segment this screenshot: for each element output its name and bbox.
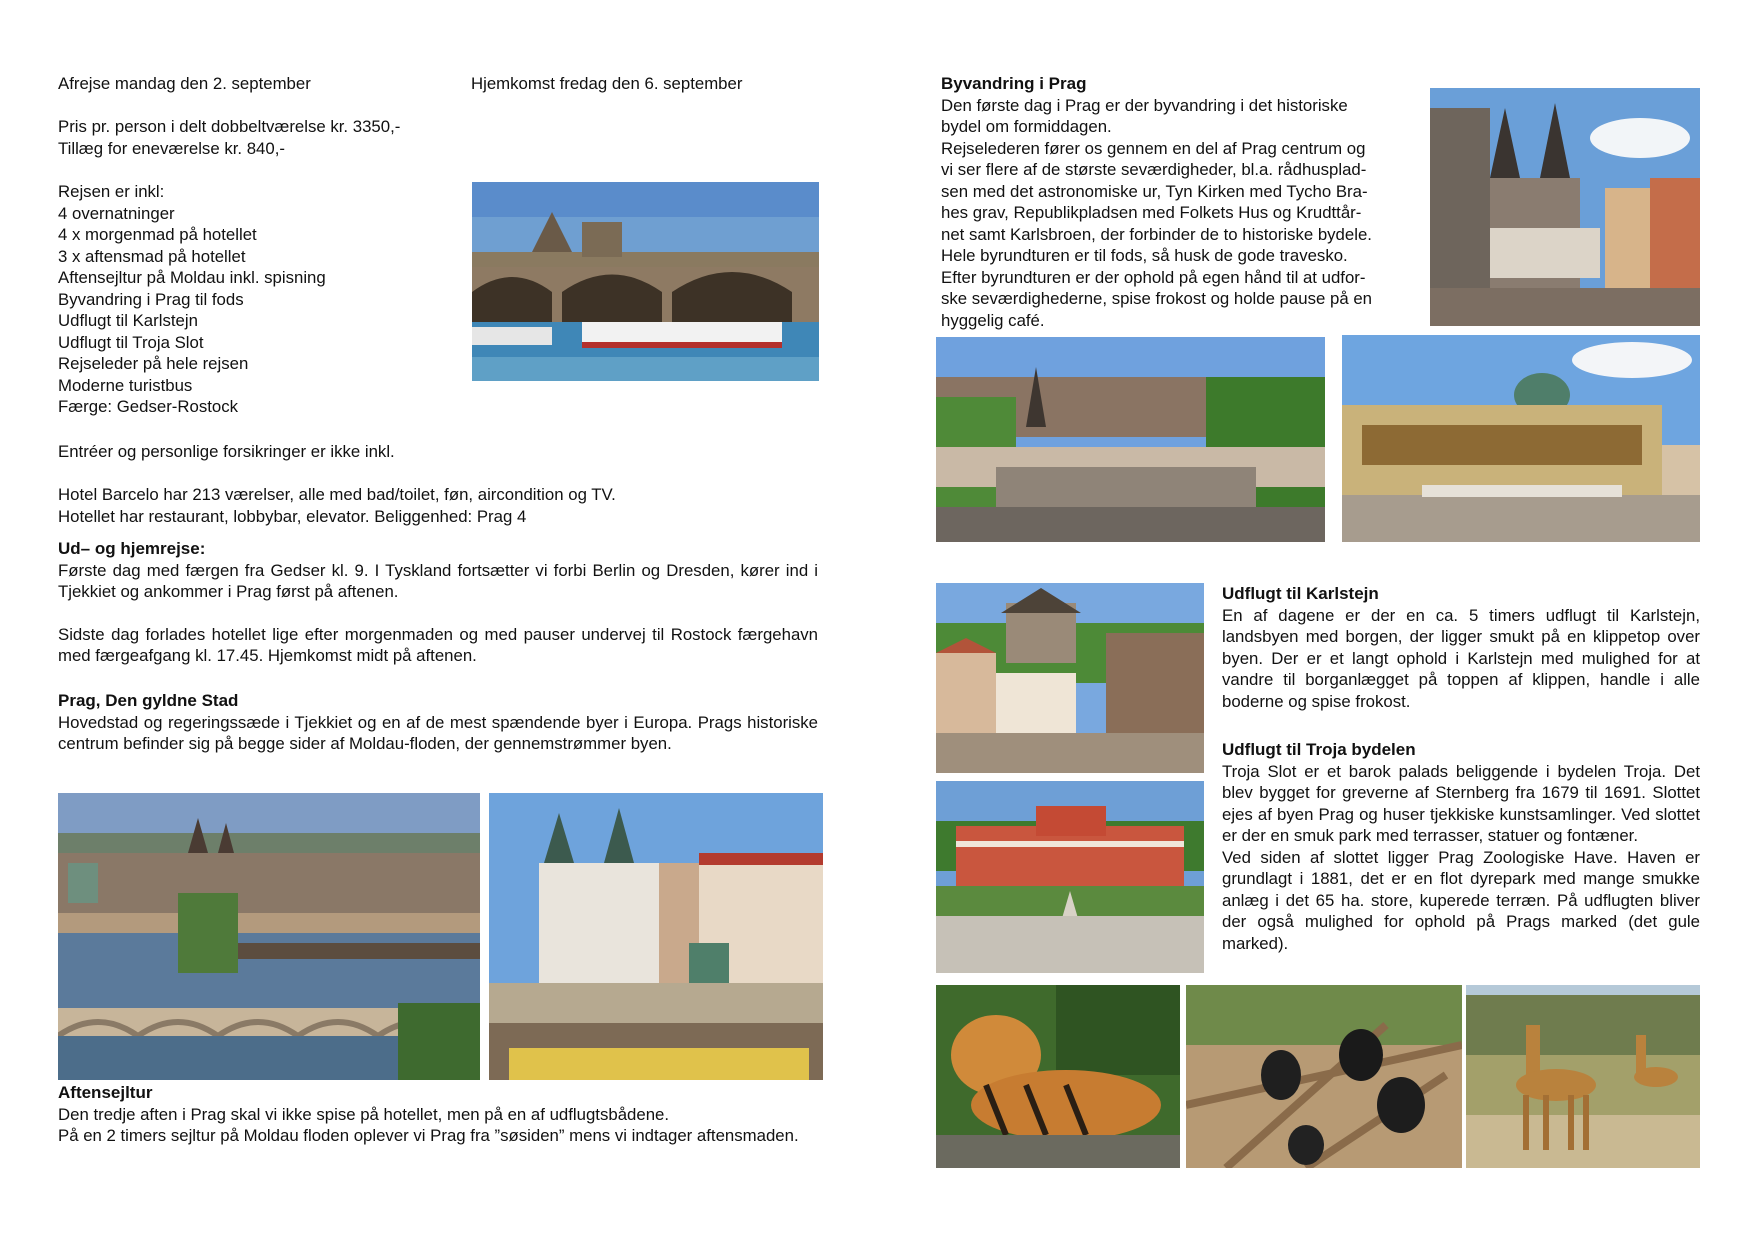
- photo-charles-bridge-castle: [936, 337, 1325, 542]
- list-item: 3 x aftensmad på hotellet: [58, 246, 246, 266]
- price-block: [58, 116, 400, 159]
- list-item: Rejseleder på hele rejsen: [58, 354, 249, 373]
- hotel-line: Hotellet har restaurant, lobbybar, elevator. Beliggenhed: Prag 4: [58, 506, 527, 526]
- troja-paragraph-1: Troja Slot er et barok palads beliggende i bydelen Troja. Det blev bygget for greverne af Sternberg fra 1679 til 1691. Slottet ejes af byen Prag og huser tjekkiske kunstsamlinger. Ved slottet er der en smuk park med terrasser, statuer og fontæner.: [1222, 761, 1700, 845]
- included-list: [58, 181, 326, 418]
- return-date: Hjemkomst fredag den 6. september: [471, 74, 743, 93]
- karlstejn-paragraph: En af dagene er der en ca. 5 timers udflugt til Karlstejn, landsbyen med borgen, der ligger smukt på en klippetop over byen. Der er et langt ophold i Karlstejn med mulighed for at vandre til borganlægget på toppen af klippen, handle i alle boderne og spise frokost.: [1222, 605, 1700, 711]
- city-walk-line: sen med det astronomiske ur, Tyn Kirken med Tycho Bra-: [941, 181, 1368, 201]
- city-walk-heading: Byvandring i Prag: [941, 74, 1087, 93]
- price-line: Tillæg for eneværelse kr. 840,-: [58, 138, 285, 158]
- city-walk-line: ske seværdighederne, spise frokost og holde pause på en: [941, 289, 1372, 308]
- evening-paragraph-1: Den tredje aften i Prag skal vi ikke spise på hotellet, men på en af udflugtsbådene.: [58, 1104, 670, 1124]
- city-walk-line: Rejselederen fører os gennem en del af Prag centrum og: [941, 138, 1366, 158]
- city-walk-line: hyggelig café.: [941, 310, 1045, 330]
- photo-tyn-church: [1430, 88, 1700, 326]
- list-item: 4 overnatninger: [58, 203, 175, 223]
- city-walk-line: Den første dag i Prag er der byvandring i det historiske: [941, 95, 1348, 115]
- travel-section: [58, 538, 818, 667]
- travel-paragraph-2: Sidste dag forlades hotellet lige efter morgenmaden og med pauser undervej til Rostock færgehavn med færgeafgang kl. 17.45. Hjemkomst midt på aftenen.: [58, 624, 818, 665]
- prague-heading: Prag, Den gyldne Stad: [58, 691, 239, 710]
- travel-paragraph-1: Første dag med færgen fra Gedser kl. 9. I Tyskland fortsætter vi forbi Berlin og Dresden, kører ind i Tjekkiet og ankommer i Prag først på aftenen.: [58, 560, 818, 601]
- list-item: 4 x morgenmad på hotellet: [58, 225, 257, 244]
- evening-paragraph-2: På en 2 timers sejltur på Moldau floden oplever vi Prag fra ”søsiden” mens vi indtager aftensmaden.: [58, 1126, 799, 1145]
- city-walk-line: Efter byrundturen er der ophold på egen hånd til at udfor-: [941, 267, 1366, 287]
- photo-municipal-house: [1342, 335, 1700, 542]
- karlstejn-heading: Udflugt til Karlstejn: [1222, 584, 1379, 603]
- evening-cruise-section: [58, 1082, 828, 1147]
- list-item: Færge: Gedser-Rostock: [58, 397, 238, 416]
- photo-karlstejn-village: [936, 583, 1204, 773]
- city-walk-line: Hele byrundturen er til fods, så husk de gode travesko.: [941, 246, 1348, 265]
- photo-old-town-square: [489, 793, 823, 1080]
- not-included-note: Entréer og personlige forsikringer er ikke inkl.: [58, 442, 395, 461]
- city-walk-line: net samt Karlsbroen, der forbinder de to historiske bydele.: [941, 224, 1372, 244]
- list-item: Moderne turistbus: [58, 375, 193, 395]
- city-walk-line: vi ser flere af de største seværdigheder, bl.a. rådhusplad-: [941, 160, 1367, 179]
- prague-paragraph: Hovedstad og regeringssæde i Tjekkiet og en af de mest spændende byer i Europa. Prags historiske centrum befinder sig på begge sider af Moldau-floden, der gennemstrømmer byen.: [58, 712, 818, 753]
- evening-cruise-heading: Aftensejltur: [58, 1083, 153, 1102]
- list-item: Aftensejltur på Moldau inkl. spisning: [58, 268, 326, 287]
- troja-heading: Udflugt til Troja bydelen: [1222, 740, 1416, 759]
- prague-section: [58, 690, 818, 755]
- troja-paragraph-2: Ved siden af slottet ligger Prag Zoologiske Have. Haven er grundlagt i 1881, det er en flot dyrepark med mange smukke anlæg i det 65 ha. store, kuperede terræn. På udflugten bliver der også mulighed for ophold på Prags marked (det gule marked).: [1222, 847, 1700, 953]
- list-item: Udflugt til Troja Slot: [58, 332, 204, 352]
- photo-giraffes: [1466, 985, 1700, 1168]
- travel-heading: Ud– og hjemrejse:: [58, 539, 206, 558]
- included-title: Rejsen er inkl:: [58, 182, 165, 201]
- hotel-info: [58, 484, 616, 527]
- photo-prague-panorama-bridges: [58, 793, 480, 1080]
- city-walk-line: hes grav, Republikpladsen med Folkets Hus og Krudttår-: [941, 203, 1362, 222]
- city-walk-line: bydel om formiddagen.: [941, 117, 1112, 136]
- hotel-line: Hotel Barcelo har 213 værelser, alle med bad/toilet, føn, aircondition og TV.: [58, 485, 616, 504]
- karlstejn-section: [1222, 583, 1700, 712]
- departure-date: Afrejse mandag den 2. september: [58, 74, 311, 93]
- photo-charles-bridge-boats: [472, 182, 819, 381]
- photo-tiger: [936, 985, 1180, 1168]
- photo-troja-palace: [936, 781, 1204, 973]
- photo-gorillas: [1186, 985, 1462, 1168]
- list-item: Udflugt til Karlstejn: [58, 311, 198, 330]
- city-walk-section: [941, 73, 1417, 331]
- price-line: Pris pr. person i delt dobbeltværelse kr. 3350,-: [58, 117, 401, 136]
- troja-section: [1222, 739, 1700, 954]
- list-item: Byvandring i Prag til fods: [58, 289, 244, 309]
